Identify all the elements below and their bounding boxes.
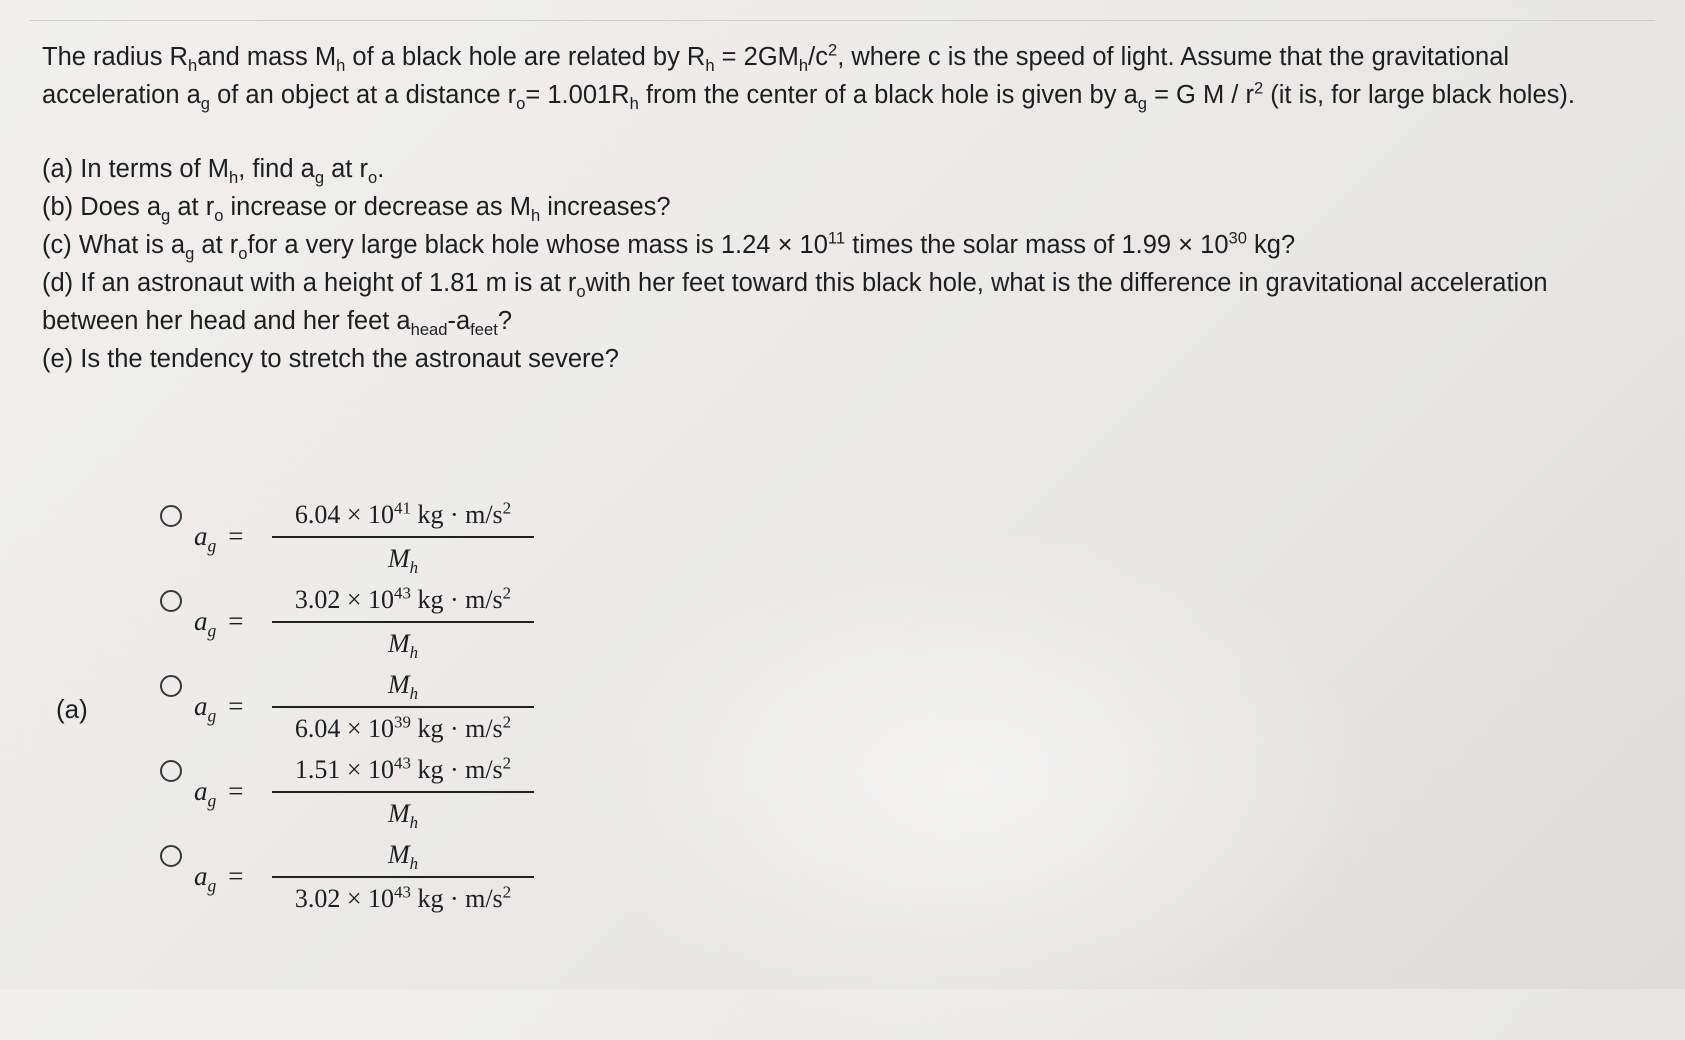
fraction-bar	[272, 876, 534, 878]
fraction-bar	[272, 706, 534, 708]
option-fraction	[272, 580, 534, 664]
question-part-e: (e) Is the tendency to stretch the astronaut severe?	[42, 345, 619, 373]
option-lhs: $a_g$ =	[194, 861, 244, 896]
question-part-d: (d) If an astronaut with a height of 1.81 m is at $r_owith$ her feet toward this black hole, what is the difference in gravitational acceleration between her head and her feet $a_{head}-a_{feet}$?	[42, 269, 1548, 340]
question-part-a: (a) In terms of $M_h$, find $a_g$ at $r_o$.	[42, 155, 385, 188]
fraction-numerator: $M_h$	[387, 840, 419, 874]
option-fraction	[272, 835, 534, 919]
option-lhs: $a_g$ =	[194, 776, 244, 811]
fraction-denominator: $M_h$	[387, 798, 419, 832]
fraction-numerator: $6.04 \times 10^{41}$ kg · $m/s^2$	[294, 498, 512, 529]
question-part-b: (b) Does $a_g$ at $r_o$ increase or decrease as $M_h$ increases?	[42, 193, 671, 226]
fraction-denominator: $6.04 \times 10^{39}$ kg · $m/s^2$	[294, 711, 512, 743]
radio-button[interactable]	[160, 760, 182, 782]
photo-glare	[560, 520, 1380, 1040]
radio-button[interactable]	[160, 675, 182, 697]
fraction-bar	[272, 536, 534, 538]
option-lhs: $a_g$ =	[194, 521, 244, 556]
problem-intro: The radius $R_hand$ mass $M_h$ of a black hole are related by $R_h = 2GM_h/c^2$, where c is the speed of light. Assume that the gravitational acceleration $a_g$ of an object at a distance $r_o= 1.001R_h$ from the center of a black hole is given by $a_g = G$ M / $r^2$ (it is, for large black holes).	[42, 40, 1575, 114]
fraction-bar	[272, 791, 534, 793]
option-fraction	[272, 665, 534, 749]
radio-button[interactable]	[160, 505, 182, 527]
fraction-denominator: $3.02 \times 10^{43}$ kg · $m/s^2$	[294, 881, 512, 913]
fraction-numerator: $3.02 \times 10^{43}$ kg · $m/s^2$	[294, 583, 512, 614]
radio-button[interactable]	[160, 845, 182, 867]
radio-button[interactable]	[160, 590, 182, 612]
answer-option-5[interactable]	[160, 840, 580, 935]
option-lhs: $a_g$ =	[194, 691, 244, 726]
option-fraction	[272, 750, 534, 834]
fraction-numerator: $M_h$	[387, 670, 419, 704]
question-part-c: (c) What is $a_g$ at $r_ofor$ a very large black hole whose mass is $1.24 \times 10^{11}$ times the solar mass of $1.99 \times 10^{30}$ kg?	[42, 228, 1296, 264]
answer-part-label: (a)	[56, 694, 88, 724]
fraction-bar	[272, 621, 534, 623]
option-lhs: $a_g$ =	[194, 606, 244, 641]
fraction-numerator: $1.51 \times 10^{43}$ kg · $m/s^2$	[294, 753, 512, 784]
problem-statement	[42, 38, 1642, 378]
divider	[30, 20, 1655, 21]
fraction-denominator: $M_h$	[387, 543, 419, 577]
option-fraction	[272, 495, 534, 579]
fraction-denominator: $M_h$	[387, 628, 419, 662]
